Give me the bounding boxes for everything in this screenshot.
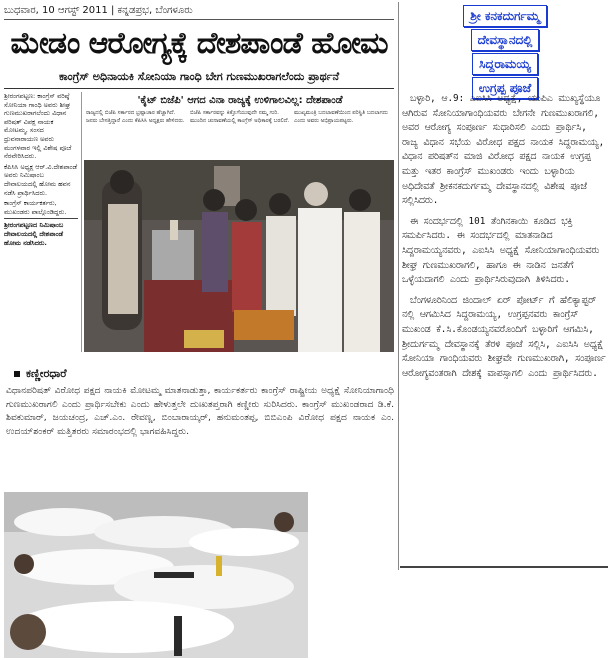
side-paragraph: ಕಾಂಗ್ರೆಸ್ ಕಾರ್ಯಕರ್ತರು, ಮುಖಂಡರು ಪಾಲ್ಗೊಂಡಿದ್ದರು. <box>4 199 67 216</box>
right-article-body <box>402 92 607 566</box>
side-column <box>4 92 82 352</box>
right-headline <box>402 4 608 95</box>
side-paragraph: ಕೆಪಿಸಿಸಿ ಅಧ್ಯಕ್ಷ ಆರ್.ವಿ.ದೇಶಪಾಂಡೆ ಅವರು ನಿಮಿಷಾಂಬ ದೇವಾಲಯದಲ್ಲಿ ಹೋಮ ಹವನ ನಡೆಸಿ ಪ್ರಾರ್ಥಿಸಿದರು. <box>4 162 78 197</box>
article-body: ವಿಧಾನಪರಿಷತ್ ವಿರೋಧ ಪಕ್ಷದ ನಾಯಕಿ ಮೋಟಮ್ಮ ಮಾತನಾಡುತ್ತಾ, ಕಾರ್ಯಕರ್ತರು ಕಾಂಗ್ರೆಸ್ ರಾಷ್ಟ್ರೀಯ ಅಧ್ಯಕ್ಷೆ ಸೋನಿಯಾಗಾಂಧಿ ಗುಣಮುಖರಾಗಲಿ ಎಂದು ಪ್ರಾರ್ಥಿಸಬೇಕು ಎಂದು ಹೇಳುತ್ತಲೇ ದುಃಖತಪ್ತರಾಗಿ ಕಣ್ಣೀರು ಸುರಿಸಿದರು. ಕಾಂಗ್ರೆಸ್ ಮುಖಂಡರಾದ ಡಿ.ಕೆ. ಶಿವಕುಮಾರ್, ಜಯಚಂದ್ರ, ಎಚ್.ಎಂ. ರೇವಣ್ಣ, ಬಿಂಬಾರಾಯ್ಕರ್, ಹನುಮಂತಪ್ಪ, ಬಿಬಿಎಂಪಿ ವಿರೋಧ ಪಕ್ಷದ ನಾಯಕ ಎಂ. ಉದಯ್‌ಶಂಕರ್ ಮತ್ತಿತರರು ಸಮಾರಂಭದಲ್ಲಿ ಭಾಗವಹಿಸಿದ್ದರು. <box>6 385 394 437</box>
headline: ಮೇಡಂ ಆರೋಗ್ಯಕ್ಕೆ ದೇಶಪಾಂಡೆ ಹೋಮ <box>10 26 388 61</box>
right-headline-line: ಉಗ್ರಪ್ಪ ಪೂಜೆ <box>472 77 538 99</box>
protest-lying-photo <box>4 492 308 658</box>
square-bullet-icon <box>14 371 20 377</box>
right-headline-line: ದೇವಸ್ಥಾನದಲ್ಲಿ <box>471 29 540 51</box>
kicker-column: ಮುಖ್ಯಮಂತ್ರಿ ಬದಲಾವಣೆಯಿಂದ ಪರಿಸ್ಥಿತಿ ಬದಲಾಗದು ಎಂದು ಅವರು ಅಭಿಪ್ರಾಯಪಟ್ಟರು. <box>294 110 388 124</box>
kicker-column: ಬಿಜೆಪಿ ಸರ್ಕಾರವನ್ನು ಕಿತ್ತೊಗೆಯುವುದೇ ನಮ್ಮ ಗುರಿ. ಮುಂದಿನ ಚುನಾವಣೆಯಲ್ಲಿ ಕಾಂಗ್ರೆಸ್ ಅಧಿಕಾರಕ್ಕೆ ಬರಲಿದೆ. <box>190 110 290 124</box>
kicker-column: ರಾಜ್ಯದಲ್ಲಿ ಬಿಜೆಪಿ ಸರ್ಕಾರದ ಭ್ರಷ್ಟಾಚಾರ ಹೆಚ್ಚಾಗಿದೆ. ಜನರು ಬೇಸತ್ತಿದ್ದಾರೆ ಎಂದು ಕೆಪಿಸಿಸಿ ಅಧ್ಯಕ್ಷರು ಹೇಳಿದರು. <box>86 110 185 124</box>
right-paragraph: ಬೆಂಗಳೂರಿನಿಂದ ಜಿಂದಾಲ್ ಏರ್ ಪೋರ್ಟ್ ಗೆ ಹೆಲಿಕ್ಯಾಪ್ಟರ್ ನಲ್ಲಿ ಆಗಮಿಸಿದ ಸಿದ್ದರಾಮಯ್ಯ, ಉಗ್ರಪ್ಪನವರು ಕಾಂಗ್ರೆಸ್ ಮುಖಂಡ ಕೆ.ಸಿ.ಕೊಂಡಯ್ಯನವರೊಂದಿಗೆ ಬಳ್ಳಾರಿಗೆ ಆಗಮಿಸಿ, ಶ್ರೀದುರ್ಗಮ್ಮ ದೇವಸ್ಥಾನಕ್ಕೆ ತೆರಳಿ ಪೂಜೆ ಸಲ್ಲಿಸಿ, ಎಐಸಿಸಿ ಅಧ್ಯಕ್ಷೆ ಸೋನಿಯಾ ಗಾಂಧಿಯವರು ಶೀಘ್ರವೇ ಗುಣಮುಖರಾಗಿ, ಸಂಪೂರ್ಣ ಆರೋಗ್ಯವಂತರಾಗಿ ದೇಶಕ್ಕೆ ವಾಪಸ್ಸಾಗಲಿ ಎಂದು ಪ್ರಾರ್ಥಿಸಿದರು. <box>402 294 606 379</box>
right-headline-line: ಸಿದ್ದರಾಮಯ್ಯ <box>472 53 538 75</box>
side-photo-caption: ಶ್ರೀರಂಗಪಟ್ಟಣದ ನಿಮಿಷಾಂಬ ದೇವಾಲಯದಲ್ಲಿ ದೇಶಪಾಂಡೆ ಹೋಮ ನಡೆಸಿದರು. <box>4 218 78 247</box>
subheadline: ಕಾಂಗ್ರೆಸ್ ಅಧಿನಾಯಕಿ ಸೋನಿಯಾ ಗಾಂಧಿ ಬೇಗ ಗುಣಮುಖರಾಗಲೆಂದು ಪ್ರಾರ್ಥನೆ <box>58 70 340 83</box>
right-paragraph: ಈ ಸಂದರ್ಭದಲ್ಲಿ 101 ತೆಂಗಿನಕಾಯಿ ಕೂಡಿದ ಭಕ್ತಿ ಸಮರ್ಪಿಸಿದರು. ಈ ಸಂದರ್ಭದಲ್ಲಿ ಮಾತನಾಡಿದ ಸಿದ್ದರಾಮಯ್ಯನವರು, ಎಐಸಿಸಿ ಅಧ್ಯಕ್ಷೆ ಸೋನಿಯಾಗಾಂಧಿಯವರು ಶೀಘ್ರ ಗುಣಮುಖರಾಗಲಿ, ಹಾಗೂ ಈ ನಾಡಿನ ಜನತೆಗೆ ಒಳ್ಳೆಯದಾಗಲಿ ಎಂದು ಪ್ರಾರ್ಥಿಸಿರುವುದಾಗಿ ತಿಳಿಸಿದರು. <box>402 215 600 286</box>
section-heading <box>14 367 214 381</box>
temple-ritual-photo <box>84 160 394 352</box>
kicker-columns <box>86 110 394 158</box>
section-title: ಕಣ್ಣೀರಧಾರೆ <box>26 367 67 380</box>
headline-rule <box>4 88 394 89</box>
right-paragraph: ಬಳ್ಳಾರಿ, ಆ.9: ಎಐಸಿಸಿ ಅಧ್ಯಕ್ಷೆ, ಯುಪಿಎ ಮುಖ್ಯಸ್ಥೆಯೂ ಆಗಿರುವ ಸೋನಿಯಾಗಾಂಧಿಯವರು ಬೇಗನೇ ಗುಣಮುಖರಾಗಲಿ, ಅವರ ಆರೋಗ್ಯ ಸಂಪೂರ್ಣ ಸುಧಾರಿಸಲಿ ಎಂದು ಪ್ರಾರ್ಥಿಸಿ, ರಾಜ್ಯ ವಿಧಾನ ಸಭೆಯ ವಿರೋಧ ಪಕ್ಷದ ನಾಯಕ ಸಿದ್ದರಾಮಯ್ಯ, ವಿಧಾನ ಪರಿಷತ್‌ನ ಮಾಜಿ ವಿರೋಧ ಪಕ್ಷದ ನಾಯಕ ಉಗ್ರಪ್ಪ ಮತ್ತು ಇತರ ಕಾಂಗ್ರೆಸ್ ಮುಖಂಡರು ಇಂದು ಬಳ್ಳಾರಿಯ ಅಧಿದೇವತೆ ಶ್ರೀಕನಕದುರ್ಗಮ್ಮ ದೇವಸ್ಥಾನದಲ್ಲಿ ವಿಶೇಷ ಪೂಜೆ ಸಲ್ಲಿಸಿದರು. <box>402 93 605 207</box>
dateline: ಬುಧವಾರ, 10 ಆಗಸ್ಟ್ 2011 | ಕನ್ನಡಪ್ರಭ, ಬೆಂಗಳೂರು <box>4 3 394 20</box>
side-paragraph: ಶ್ರೀರಂಗಪಟ್ಟಣ: ಕಾಂಗ್ರೆಸ್ ವರಿಷ್ಠೆ ಸೋನಿಯಾ ಗಾಂಧಿ ಅವರು ಶೀಘ್ರ ಗುಣಮುಖರಾಗಲೆಂದು ವಿಧಾನ ಪರಿಷತ್ ವಿಪಕ್ಷ ನಾಯಕ ಮೋಟಮ್ಮ, ಸಂಸದ ಧ್ರುವನಾರಾಯಣ ಅವರು ಮಂಗಳವಾರ ಇಲ್ಲಿ ವಿಶೇಷ ಪೂಜೆ ನೆರವೇರಿಸಿದರು. <box>4 92 72 161</box>
right-headline-line: ಶ್ರೀ ಕನಕದುರ್ಗಮ್ಮ <box>463 5 547 27</box>
right-bottom-rule <box>400 566 608 568</box>
kicker-headline: 'ಕೈಟ್ ಬಿಜೆಪಿ' ಆಗದ ವಿನಾ ರಾಜ್ಯಕ್ಕೆ ಉಳಿಗಾಲವಿಲ್ಲ: ದೇಶಪಾಂಡೆ <box>137 95 343 106</box>
